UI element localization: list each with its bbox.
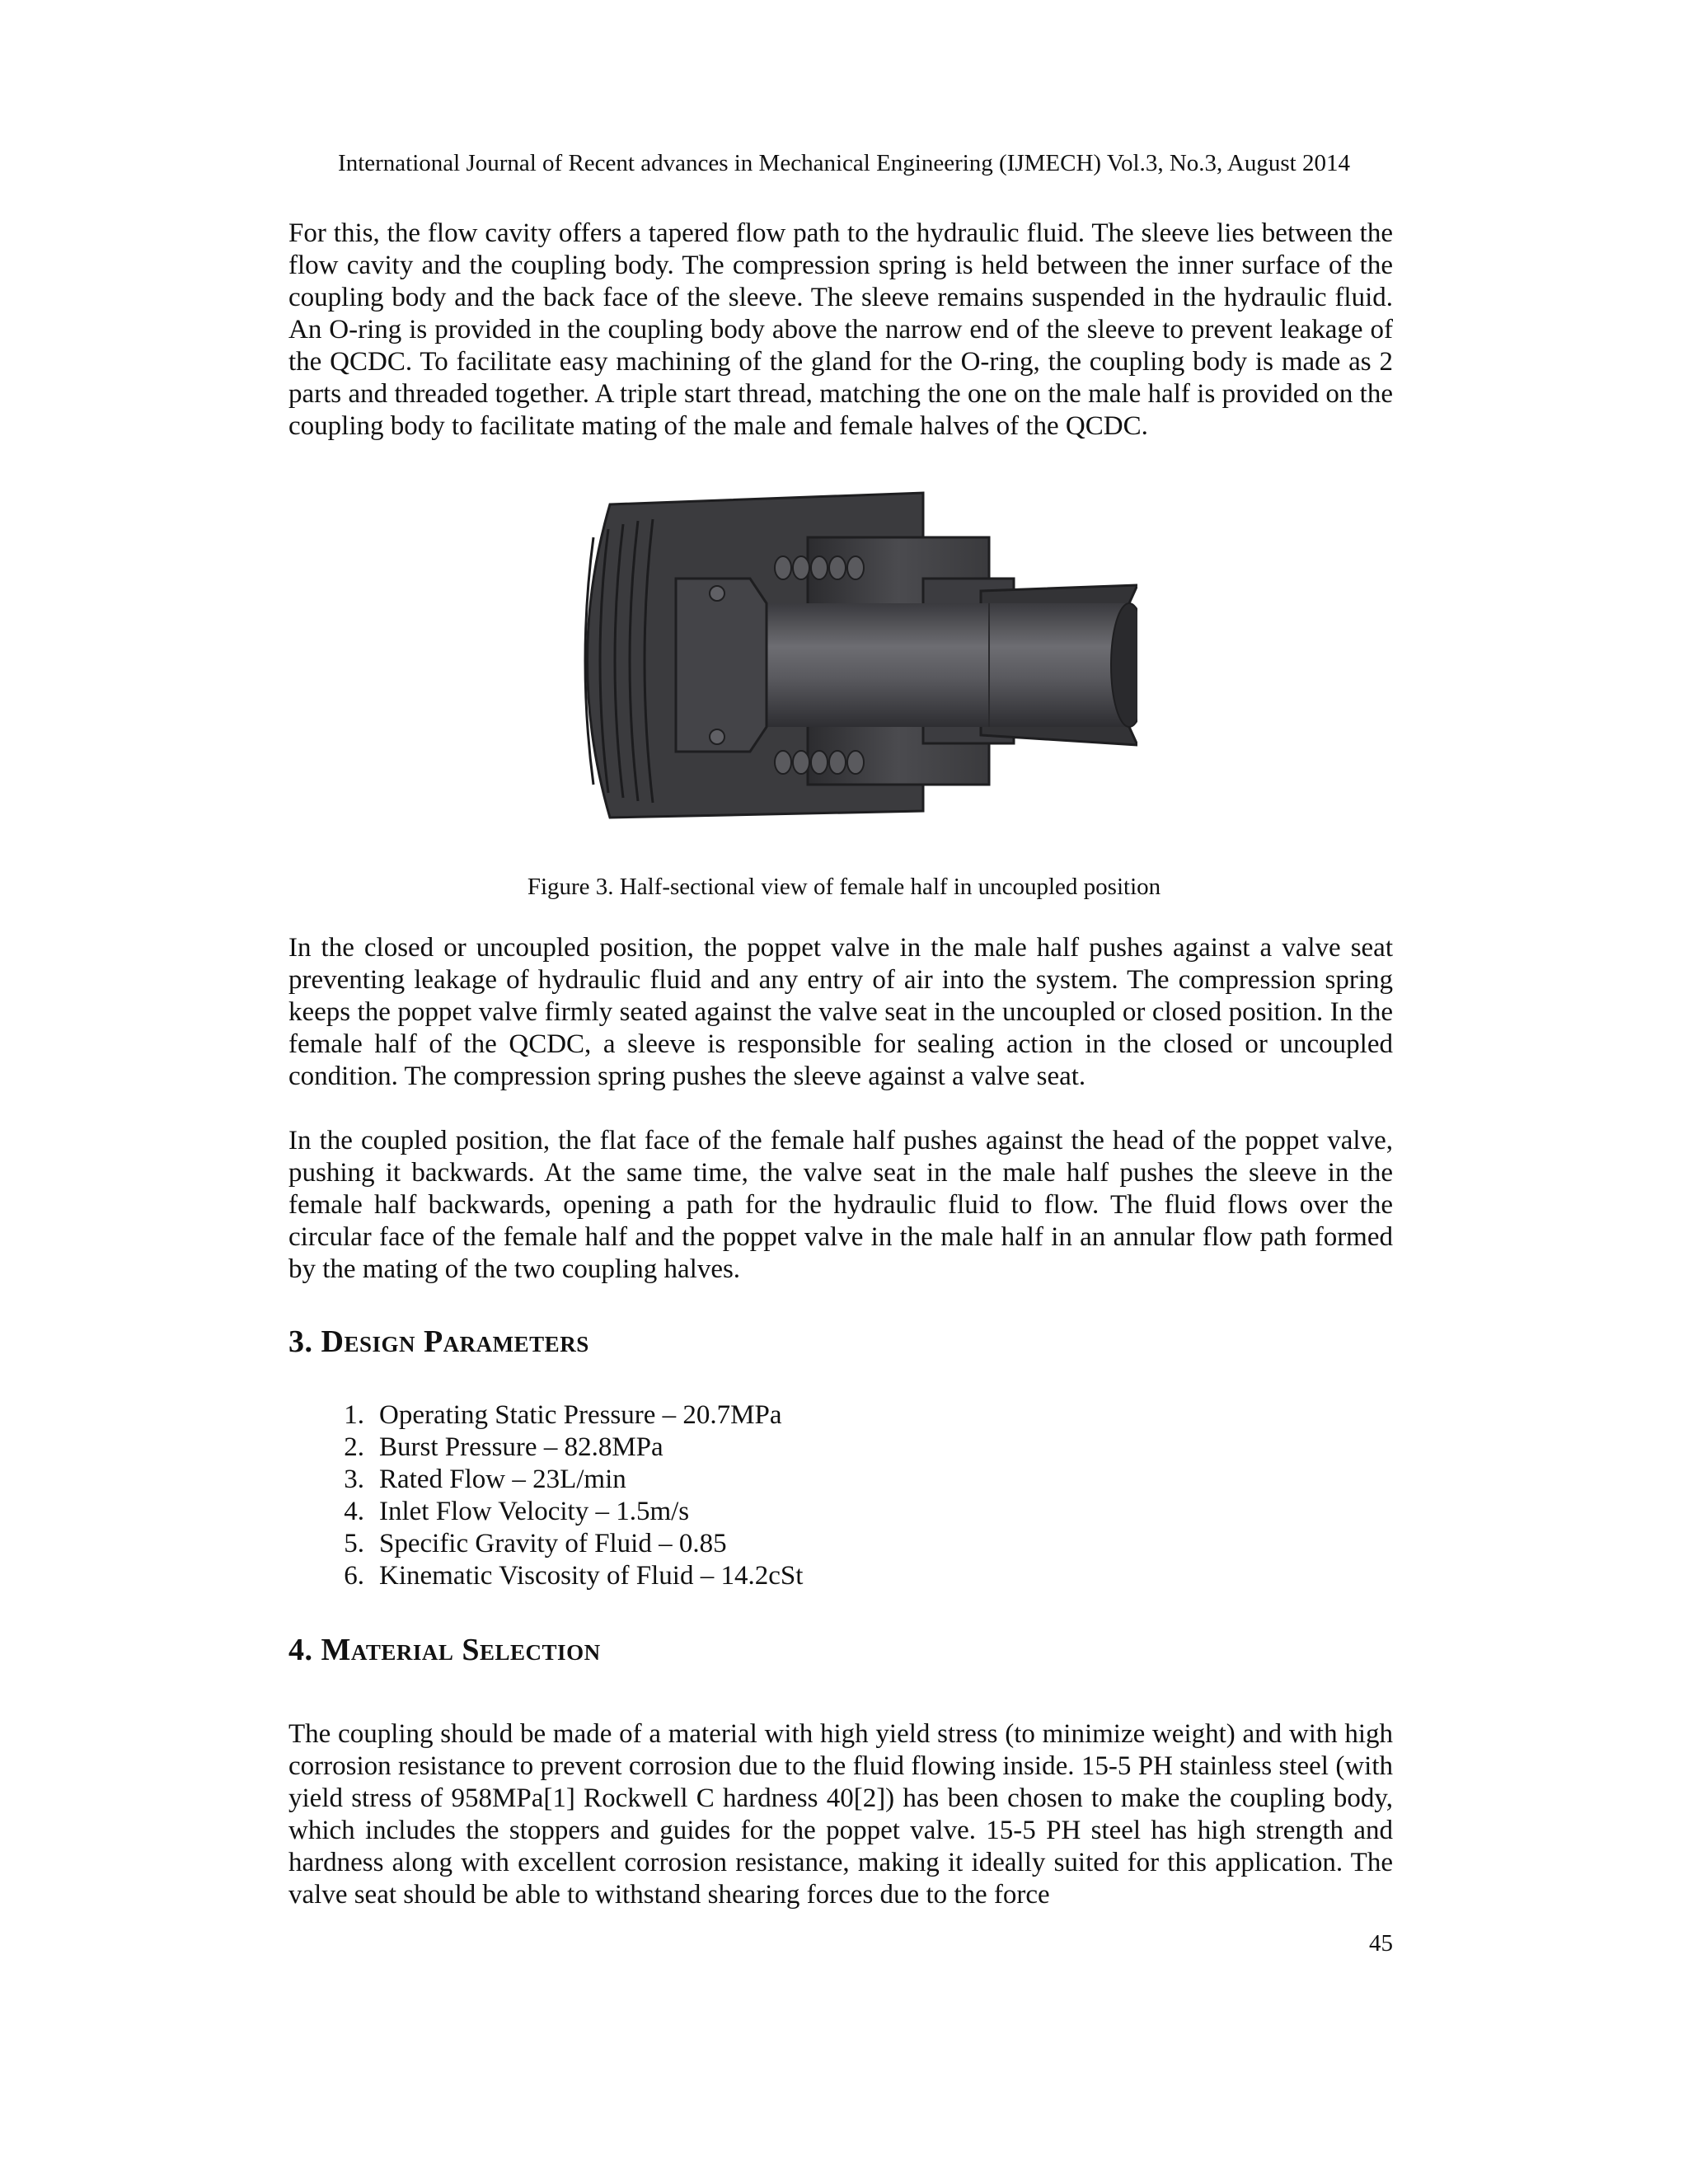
paragraph-text: In the coupled position, the flat face of the female half pushes against the head of the poppet valve, pushing it backwards. At the same time, the valve seat in the male half pushes the sleeve in the female half backwards, opening a path for the hydraulic fluid to flow. The fluid flows over the circular face of the female half and the poppet valve in the male half in an annular flow path formed by the mating of the two coupling halves.: [288, 1126, 1393, 1284]
figure-caption: Figure 3. Half-sectional view of female half in uncoupled position: [527, 874, 1161, 900]
design-parameters-list: [288, 1399, 1393, 1592]
sleeve: [676, 579, 767, 752]
section-design-parameters: [288, 1324, 1393, 1360]
o-ring-top: [710, 586, 724, 601]
paragraph-material: [288, 1718, 1393, 1911]
section-heading: 3. Design Parameters: [288, 1324, 589, 1359]
list-item: 4. Inlet Flow Velocity – 1.5m/s: [344, 1497, 690, 1526]
paragraph-uncoupled: [288, 932, 1393, 1093]
paragraph-text: For this, the flow cavity offers a tapered flow path to the hydraulic fluid. The sleeve lies between the flow cavity and the coupling body. The compression spring is held between the inner surface of the coupling body and the back face of the sleeve. The sleeve remains suspended in the hydraulic fluid. An O-ring is provided in the coupling body above the narrow end of the sleeve to prevent leakage of the QCDC. To facilitate easy machining of the gland for the O-ring, the coupling body is made as 2 parts and threaded together. A triple start thread, matching the one on the male half is provided on the coupling body to facilitate mating of the male and female halves of the QCDC.: [288, 218, 1393, 441]
list-item: 3. Rated Flow – 23L/min: [344, 1465, 626, 1494]
figure-half-section-female-coupling: [560, 488, 1137, 834]
list-item: 1. Operating Static Pressure – 20.7MPa: [344, 1400, 782, 1430]
page-number: 45: [1369, 1930, 1393, 1957]
section-heading: 4. Material Selection: [288, 1633, 601, 1667]
section-material-selection: [288, 1632, 1393, 1668]
running-header: International Journal of Recent advances in Mechanical Engineering (IJMECH) Vol.3, No.3, August 2014: [338, 150, 1350, 176]
paragraph-text: The coupling should be made of a material with high yield stress (to minimize weight) and with high corrosion resistance to prevent corrosion due to the fluid flowing inside. 15-5 PH stainless steel (with yield stress of 958MPa[1] Rockwell C hardness 40[2]) has been chosen to make the coupling body, which includes the stoppers and guides for the poppet valve. 15-5 PH steel has high strength and hardness along with excellent corrosion resistance, making it ideally suited for this application. The valve seat should be able to withstand shearing forces due to the force: [288, 1719, 1393, 1910]
list-item: 6. Kinematic Viscosity of Fluid – 14.2cSt: [344, 1561, 804, 1591]
list-item: 5. Specific Gravity of Fluid – 0.85: [344, 1529, 727, 1558]
list-item: 2. Burst Pressure – 82.8MPa: [344, 1432, 663, 1462]
paragraph-text: In the closed or uncoupled position, the poppet valve in the male half pushes against a valve seat preventing leakage of hydraulic fluid and any entry of air into the system. The compression spring keeps the poppet valve firmly seated against the valve seat in the uncoupled or closed position. In the female half of the QCDC, a sleeve is responsible for sealing action in the closed or uncoupled condition. The compression spring pushes the sleeve against a valve seat.: [288, 933, 1393, 1091]
inner-bore: [709, 603, 1129, 727]
paragraph-flow-cavity: [288, 218, 1393, 443]
paragraph-coupled: [288, 1125, 1393, 1286]
o-ring-bottom: [710, 729, 724, 744]
